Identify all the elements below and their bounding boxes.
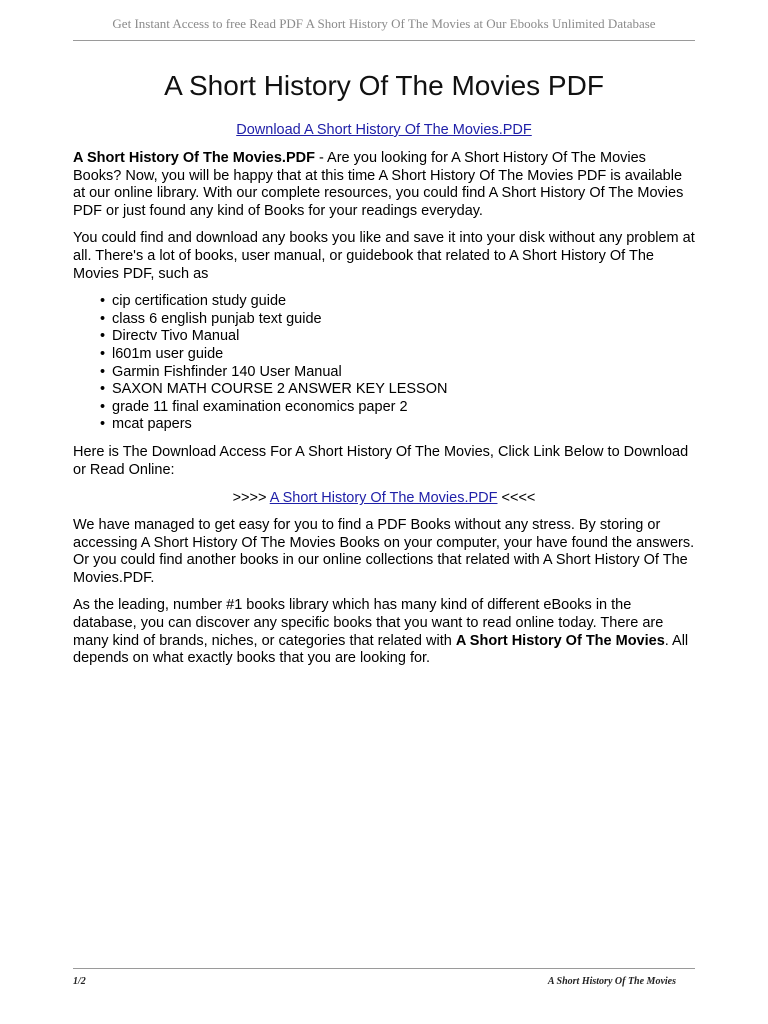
footer-title: A Short History Of The Movies: [547, 976, 676, 987]
library-bold-title: A Short History Of The Movies: [455, 632, 665, 649]
books-paragraph: You could find and download any books you like and save it into your disk without any problem at all. There's a lot of books, user manual, or guidebook that related to A Short History Of The Movies PDF, such as: [73, 230, 695, 282]
footer-divider: [73, 968, 695, 969]
managed-paragraph: We have managed to get easy for you to find a PDF Books without any stress. By storing or accessing A Short History Of The Movies Books on your computer, your have found the answers. Or you could find another books in our online collections that related with A Short History Of The Movies.PDF.: [73, 517, 695, 586]
arrow-left: >>>>: [232, 490, 270, 507]
list-item: • mcat papers: [112, 416, 695, 434]
list-item: • cip certification study guide: [112, 293, 695, 311]
list-item: • SAXON MATH COURSE 2 ANSWER KEY LESSON: [112, 381, 695, 399]
list-item: • Directv Tivo Manual: [112, 328, 695, 346]
library-text-start: As the leading, number #1 books library which has many kind of different eBooks in the database, you can discover any specific books that you want to read online today. There are many kind of brands, niches, or categories that related with: [73, 597, 664, 649]
arrow-link-line: [73, 489, 695, 507]
header-banner: Get Instant Access to free Read PDF A Short History Of The Movies at Our Ebooks Unlimited Database: [112, 16, 656, 31]
list-item: • class 6 english punjab text guide: [112, 311, 695, 329]
book-list: [73, 293, 695, 434]
download-access-paragraph: Here is The Download Access For A Short History Of The Movies, Click Link Below to Download or Read Online:: [73, 443, 689, 478]
header-divider: [73, 40, 695, 41]
page-number: 1/2: [73, 976, 86, 987]
download-line: [73, 121, 695, 139]
book-pdf-link[interactable]: A Short History Of The Movies.PDF: [269, 490, 498, 507]
library-text-end: . All depends on what exactly books that you are looking for.: [73, 632, 689, 667]
library-paragraph: [73, 597, 695, 667]
download-link[interactable]: Download A Short History Of The Movies.PDF: [236, 122, 532, 138]
document-page: [73, 0, 695, 668]
intro-text: - Are you looking for A Short History Of The Movies Books? Now, you will be happy that at this time A Short History Of The Movies PDF is available at our online library. With our complete resources, you could find A Short History Of The Movies PDF or just found any kind of Books for your readings everyday.: [73, 150, 684, 219]
page-footer: [73, 976, 676, 988]
list-item: • Garmin Fishfinder 140 User Manual: [112, 364, 695, 382]
arrow-right: <<<<: [497, 490, 536, 507]
intro-bold-title: A Short History Of The Movies.PDF: [73, 150, 315, 166]
intro-paragraph: [73, 150, 695, 220]
list-item: • grade 11 final examination economics paper 2: [112, 399, 695, 417]
list-item: • l601m user guide: [112, 346, 695, 364]
page-title: A Short History Of The Movies PDF: [164, 70, 604, 101]
